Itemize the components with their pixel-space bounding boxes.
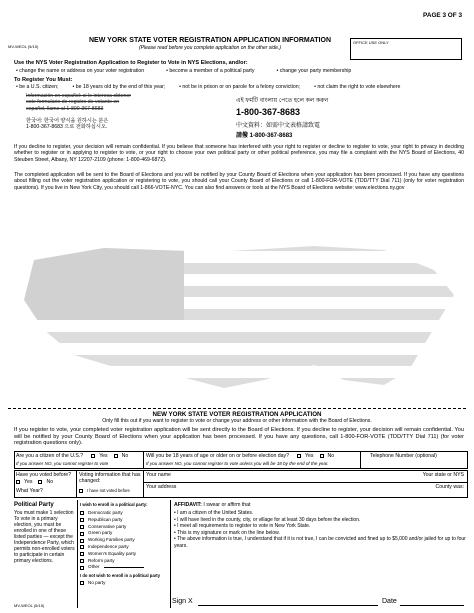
citizen-question: [16, 453, 128, 459]
party-checkbox[interactable]: [80, 518, 84, 522]
citizen-yes-label: Yes: [99, 453, 108, 459]
form-notice: If you register to vote, your completed voter registration application will be sent directly to the Board of Elections. If you decline to register, your decision will remain confidential. You will be notified by your County Board of Elections when your application has been processed. If you have any questions, call 1-800-FOR-VOTE (TDD/TTY Dial 711) (for voter registration questions only).: [14, 427, 464, 447]
party-checkbox[interactable]: [80, 559, 84, 563]
voted-no-label: No: [46, 479, 54, 485]
no-party-option: [80, 580, 105, 586]
affidavit-list: [174, 510, 466, 549]
party-option: Green party: [80, 530, 170, 537]
party-checkbox[interactable]: [80, 525, 84, 529]
lang-korean: [26, 118, 226, 131]
page-number: PAGE 3 OF 3: [423, 12, 462, 19]
citizen-warning: If you answer NO, you cannot register to vote: [16, 461, 109, 466]
office-use-label: OFFICE USE ONLY: [353, 40, 389, 45]
never-voted-label: I have not voted before: [87, 488, 130, 493]
requirements-list: [16, 84, 466, 90]
party-option: Conservative party: [80, 524, 170, 531]
affidavit-item: • I am a citizen of the United States.: [174, 510, 254, 516]
lang-spanish-line: español, llame al 1-800-367-8683: [26, 105, 104, 112]
lang-chinese: [236, 120, 436, 139]
phone-label: Telephone Number (optional): [370, 453, 437, 459]
never-voted-checkbox[interactable]: [79, 489, 83, 493]
use-item: • change the name or address on your voter registration: [16, 68, 145, 74]
requirement-item: • not claim the right to vote elsewhere: [314, 84, 401, 90]
lang-korean-line: 한국어: 한국어 양식을 원하시는 분은: [26, 118, 109, 124]
flag-watermark-image: [14, 240, 460, 390]
party-text: You must make 1 selection To vote in a primary election, you must be enrolled in one of these listed parties — except the Independence Party, which permits non-enrolled voters to participate in certain primary elections.: [14, 510, 75, 564]
signature-line[interactable]: [198, 605, 378, 606]
party-title: Political Party: [14, 502, 54, 508]
affidavit-item: • The above information is true, I understand that if it is not true, I can be convicted and fined up to $5,000 and/or jailed for up to four years.: [174, 536, 466, 549]
affidavit-title: AFFIDAVIT:: [174, 502, 202, 508]
party-checkbox[interactable]: [80, 539, 84, 543]
party-option: Reform party: [80, 558, 170, 565]
voted-options: [16, 479, 53, 485]
your-address-label: Your address: [146, 484, 177, 490]
party-option: Other: [80, 564, 170, 571]
voted-yes-checkbox[interactable]: [16, 480, 20, 484]
info-paragraph-2: The completed application will be sent to the Board of Elections and you will be notified by your County Board of Elections when your application has been processed. If you have any questions about filling out the voter registration application or registering to vote, you should call your County Board of Elections or call 1-800-FOR-VOTE (TDD/TTY Dial 711) (only for voter registration questions). If you live in New York City, you should call 1-866-VOTE-NYC. You can also find answers or tools at the NYS Board of Elections website: www.elections.ny.gov: [14, 172, 464, 191]
lang-bengali-line: এই ফর্মটি বাংলায় পেতে হলে কল করুন: [236, 98, 329, 104]
date-line[interactable]: [400, 605, 464, 606]
citizen-yes-checkbox[interactable]: [91, 454, 95, 458]
lang-bengali: [236, 95, 436, 117]
use-item: • change your party membership: [276, 68, 352, 74]
requirement-item: • not be in prison or on parole for a felony conviction;: [179, 84, 301, 90]
voted-no-checkbox[interactable]: [38, 480, 42, 484]
requirement-item: • be 18 years old by the end of this year;: [72, 84, 166, 90]
register-heading: To Register You Must:: [14, 77, 73, 83]
party-checkbox[interactable]: [80, 532, 84, 536]
form-title: NEW YORK STATE VOTER REGISTRATION APPLICATION: [152, 411, 322, 418]
form-code-top: MV-WEOL (5/15): [8, 44, 39, 49]
age-question: [146, 453, 334, 459]
party-checkbox[interactable]: [80, 511, 84, 515]
no-party-box-label: No party: [88, 580, 106, 585]
party-checkbox[interactable]: [80, 545, 84, 549]
party-checkbox[interactable]: [80, 552, 84, 556]
use-heading: Use the NYS Voter Registration Application to Register to Vote in NYS Elections, and/or:: [14, 60, 248, 66]
no-party-label: I do not wish to enroll in a political party: [80, 573, 161, 578]
voted-before-label: Have you voted before?: [16, 472, 72, 478]
age-warning: If you answer NO, you cannot register to vote unless you will be 18 by the end of the year.: [146, 461, 329, 466]
voted-yes-label: Yes: [24, 479, 33, 485]
voting-info-changed-label: Voting information that has changed:: [79, 472, 141, 485]
party-option: Women's Equality party: [80, 551, 170, 558]
never-voted-option: [79, 488, 130, 494]
sign-label: Sign X: [172, 598, 193, 605]
office-use-box: [350, 38, 462, 60]
what-year-label: What Year?: [16, 488, 43, 494]
age-yes-checkbox[interactable]: [297, 454, 301, 458]
affidavit-intro: I swear or affirm that: [203, 502, 251, 508]
no-party-checkbox[interactable]: [80, 581, 84, 585]
lang-chinese-phone: 請撥 1-800-367-8683: [236, 133, 293, 139]
affidavit-item: • This is my signature or mark on the line below.: [174, 529, 280, 536]
party-option: Democratic party: [80, 510, 170, 517]
date-label: Date: [382, 598, 397, 605]
age-question-text: Will you be 18 years of age or older on or before election day?: [146, 453, 290, 459]
info-subtitle: (Please read before you complete application on the other side.): [138, 45, 282, 51]
citizen-no-label: No: [121, 453, 129, 459]
age-no-checkbox[interactable]: [320, 454, 324, 458]
uses-list: [16, 68, 466, 74]
use-item: • become a member of a political party: [166, 68, 255, 74]
party-option: Working Families party: [80, 537, 170, 544]
requirement-item: • be a U.S. citizen;: [16, 84, 59, 90]
cut-line: [8, 408, 466, 409]
age-no-label: No: [327, 453, 335, 459]
info-paragraph-1: If you decline to register, your decision will remain confidential. If you believe that someone has interfered with your right to register or decline to register to vote, your right to privacy in deciding whether to register or in applying to register to vote, or your right to choose your own political party or other political preference, you may file a complaint with the NYS Board of Elections, 40 Steuben Street, Albany, NY 12207-2109 (phone: 1-800-469-6872).: [14, 144, 464, 163]
affidavit-item: • I meet all requirements to register to vote in New York State.: [174, 523, 311, 529]
age-yes-label: Yes: [305, 453, 314, 459]
info-title: NEW YORK STATE VOTER REGISTRATION APPLICATION INFORMATION: [88, 37, 332, 44]
party-checkbox[interactable]: [80, 566, 84, 570]
citizen-question-text: Are you a citizen of the U.S.?: [16, 453, 84, 459]
lang-spanish: [26, 93, 226, 112]
lang-bengali-phone: 1-800-367-8683: [236, 107, 301, 117]
county-label: County was:: [435, 484, 464, 490]
lang-korean-line: 1-800-367-8683 으로 전화하십시오.: [26, 124, 108, 131]
party-option: Republican party: [80, 517, 170, 524]
your-name-label: Your name: [146, 472, 171, 478]
form-code-bottom: MV-WEOL (5/15): [14, 603, 45, 608]
party-option: Independence party: [80, 544, 170, 551]
state-label: Your state or NYS: [422, 472, 464, 478]
lang-spanish-line: Información en español: si le interesa obtener: [26, 93, 131, 99]
form-fill-out: Only fill this out if you want to register to vote or change your address or other information with the Board of Elections.: [102, 418, 372, 424]
party-list: [80, 510, 170, 571]
lang-spanish-line: este formulario de registro de votante en: [26, 99, 120, 106]
party-enroll-label: I wish to enroll in a political party:: [80, 502, 148, 507]
citizen-no-checkbox[interactable]: [114, 454, 118, 458]
affidavit-heading: [174, 502, 251, 508]
affidavit-item: • I will have lived in the county, city, or village for at least 30 days before the election.: [174, 516, 361, 523]
lang-chinese-line: 中文資料：如需中文表格請致電: [236, 123, 321, 129]
